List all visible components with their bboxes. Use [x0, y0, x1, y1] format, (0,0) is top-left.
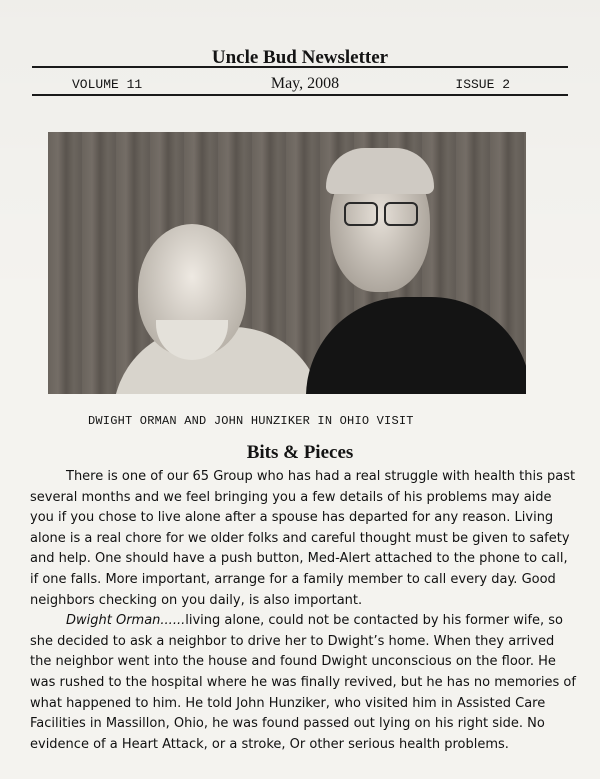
- article-paragraph-1: There is one of our 65 Group who has had a real struggle with health this past several months and we feel bringing you a few details of his problems may aide you if you chose to live alone after a spouse has departed for any reason. Living alone is a real chore for we older folks and careful thought must be given to safety and help. One should have a push button, Med-Alert attached to the phone to call, if one falls. More important, arrange for a family member to call every day. Good neighbors checking on you daily, is also important.: [30, 469, 576, 608]
- masthead-bottom-rule: [32, 94, 568, 96]
- article-paragraph-2-name: Dwight Orman......: [66, 613, 186, 629]
- issue-label: ISSUE 2: [455, 77, 510, 92]
- issue-date: May, 2008: [270, 75, 340, 92]
- article-body: [30, 467, 578, 755]
- article-paragraph-2-text: living alone, could not be contacted by his former wife, so she decided to ask a neighbor to drive her to Dwight’s home. When they arrived the neighbor went into the house and found Dwight unconscious on the floor. He was rushed to the hospital where he was finally revived, but he has no memories of what happened to him. He told John Hunziker, who visited him in Assisted Care Facilities in Massillon, Ohio, he was found passed out lying on his right side. No evidence of a Heart Attack, or a stroke, Or other serious health problems.: [30, 613, 576, 752]
- glasses-left-lens: [344, 202, 378, 226]
- section-heading: Bits & Pieces: [246, 442, 354, 463]
- volume-label: VOLUME 11: [72, 77, 143, 92]
- newsletter-title: Uncle Bud Newsletter: [211, 47, 389, 68]
- photo-person-right-hair: [326, 148, 434, 194]
- photo-dwight-and-john: [48, 132, 526, 394]
- photo-caption: DWIGHT ORMAN AND JOHN HUNZIKER IN OHIO VISIT: [88, 414, 414, 428]
- glasses-right-lens: [384, 202, 418, 226]
- article-paragraph-2: [30, 611, 578, 755]
